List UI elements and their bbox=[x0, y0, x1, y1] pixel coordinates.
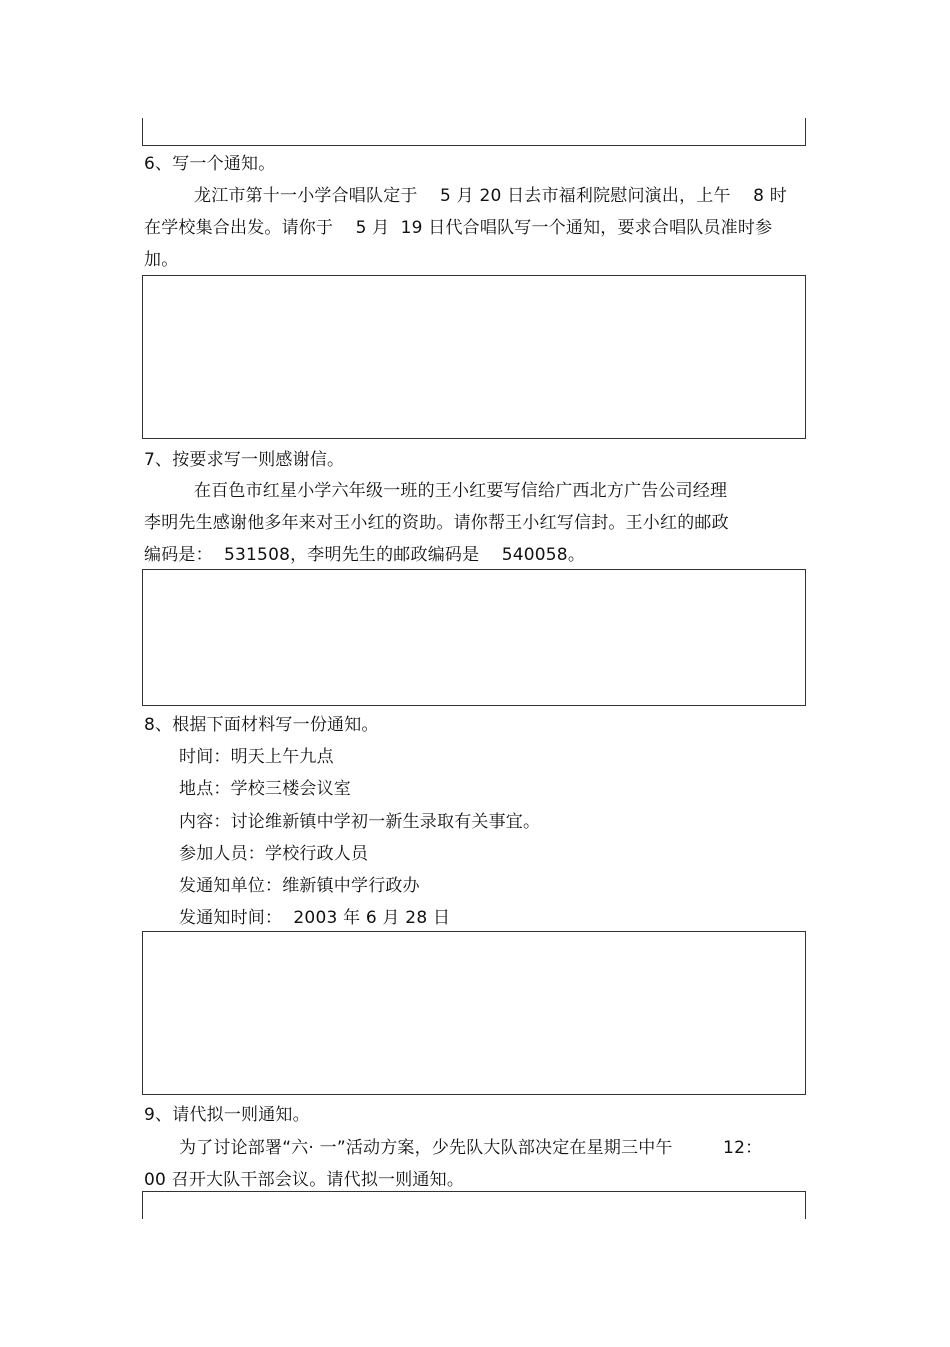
answer-box-q9-partial[interactable] bbox=[142, 1191, 806, 1219]
question-6-heading: 6、写一个通知。 bbox=[144, 154, 276, 174]
question-8-item-attendees: 参加人员：学校行政人员 bbox=[179, 844, 369, 864]
question-8-heading: 8、根据下面材料写一份通知。 bbox=[144, 715, 379, 735]
question-9-text-line-2: 00 召开大队干部会议。请代拟一则通知。 bbox=[144, 1170, 465, 1190]
question-8-item-issuer: 发通知单位：维新镇中学行政办 bbox=[179, 876, 420, 896]
question-9-heading: 9、请代拟一则通知。 bbox=[144, 1105, 310, 1125]
question-6-text-line-3: 加。 bbox=[144, 250, 179, 270]
question-6-text-line-2: 在学校集合出发。请你于 5 月 19 日代合唱队写一个通知，要求合唱队员准时参 bbox=[144, 218, 773, 238]
answer-box-q7[interactable] bbox=[142, 569, 806, 706]
question-9-text-line-1: 为了讨论部署“六· 一”活动方案，少先队大队部决定在星期三中午 12： bbox=[179, 1138, 763, 1158]
question-7-heading: 7、按要求写一则感谢信。 bbox=[144, 450, 345, 470]
question-8-item-place: 地点：学校三楼会议室 bbox=[179, 779, 351, 799]
question-6-text-line-1: 龙江市第十一小学合唱队定于 5 月 20 日去市福利院慰问演出，上午 8 时 bbox=[194, 186, 787, 206]
answer-box-q5-partial[interactable] bbox=[142, 118, 806, 146]
question-8-item-date: 发通知时间： 2003 年 6 月 28 日 bbox=[179, 908, 451, 928]
question-7-text-line-2: 李明先生感谢他多年来对王小红的资助。请你帮王小红写信封。王小红的邮政 bbox=[144, 513, 729, 533]
question-8-item-content: 内容：讨论维新镇中学初一新生录取有关事宜。 bbox=[179, 812, 541, 832]
question-7-text-line-3: 编码是： 531508，李明先生的邮政编码是 540058。 bbox=[144, 545, 586, 565]
answer-box-q8[interactable] bbox=[142, 931, 806, 1095]
question-8-item-time: 时间：明天上午九点 bbox=[179, 747, 334, 767]
question-7-text-line-1: 在百色市红星小学六年级一班的王小红要写信给广西北方广告公司经理 bbox=[194, 481, 728, 501]
answer-box-q6[interactable] bbox=[142, 275, 806, 439]
